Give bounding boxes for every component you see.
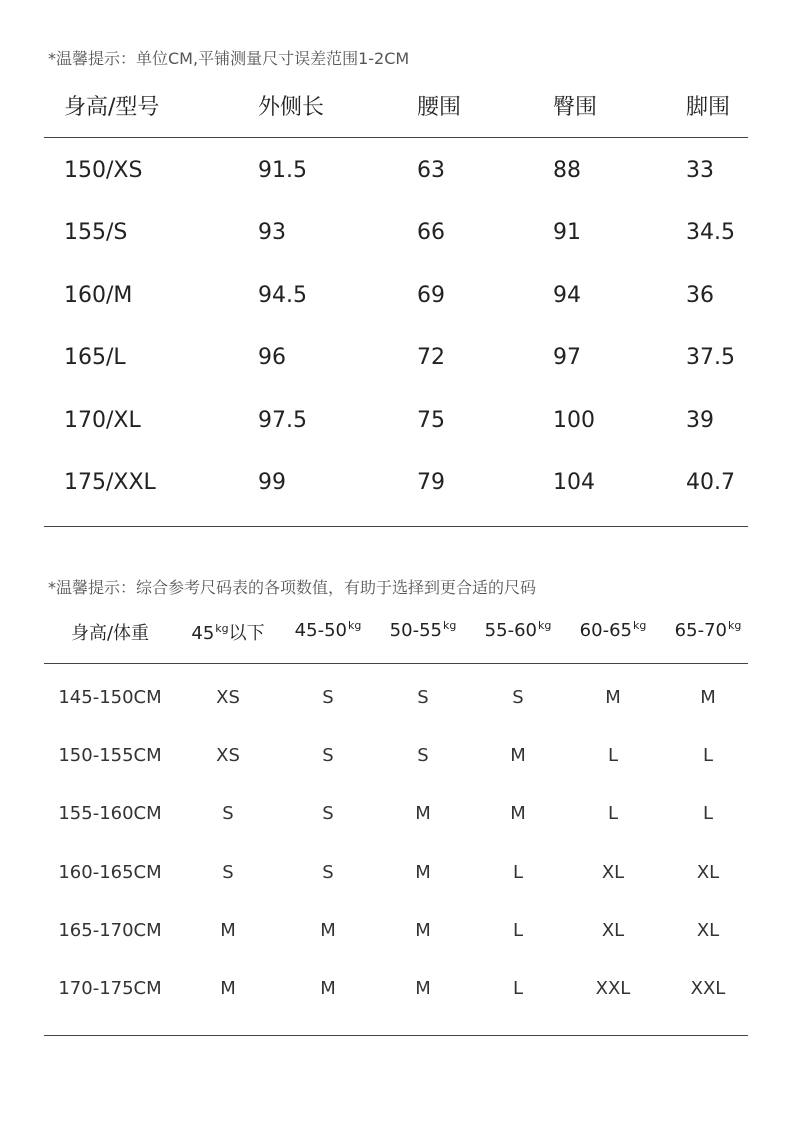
header-text: 55-60 (484, 620, 537, 641)
column-header: 腰围 (417, 95, 462, 120)
header-text: 45-50 (294, 620, 347, 641)
table-cell: 91.5 (258, 158, 307, 183)
table-cell: XS (216, 687, 240, 708)
row-label: 175/XXL (64, 470, 156, 495)
header-text: 65-70 (674, 620, 727, 641)
table-cell: XL (696, 920, 720, 941)
table-cell: 96 (258, 345, 286, 370)
table-cell: M (415, 862, 431, 883)
column-header (485, 619, 552, 641)
table-cell: 37.5 (686, 345, 735, 370)
table-cell: 40.7 (686, 470, 735, 495)
row-label: 165-170CM (58, 920, 162, 941)
table-cell: 93 (258, 220, 286, 245)
table-bottom-divider (44, 1035, 748, 1036)
column-header: 外侧长 (258, 95, 325, 120)
table-cell: 99 (258, 470, 286, 495)
table-cell: M (320, 920, 336, 941)
row-label: 155-160CM (58, 803, 162, 824)
unit-label: kg (442, 619, 457, 632)
column-header (675, 619, 742, 641)
column-header: 脚围 (686, 95, 731, 120)
table-header-divider (44, 137, 748, 138)
table-cell: L (512, 920, 524, 941)
table-cell: M (510, 803, 526, 824)
table-cell: 97.5 (258, 408, 307, 433)
row-label: 160-165CM (58, 862, 162, 883)
table-bottom-divider (44, 526, 748, 527)
unit-label: kg (215, 622, 229, 635)
table-cell: L (512, 862, 524, 883)
table-cell: M (415, 978, 431, 999)
row-label: 160/M (64, 283, 133, 308)
column-header: 身高/型号 (64, 95, 160, 120)
table-cell: 94 (553, 283, 581, 308)
table-cell: S (417, 745, 429, 766)
column-header (580, 619, 647, 641)
reference-note: *温馨提示：综合参考尺码表的各项数值，有助于选择到更合适的尺码 (48, 578, 537, 597)
table-cell: 79 (417, 470, 445, 495)
table-cell: 75 (417, 408, 445, 433)
column-header (390, 619, 457, 641)
table-cell: 36 (686, 283, 714, 308)
header-suffix: 以下 (228, 623, 265, 644)
row-label: 145-150CM (58, 687, 162, 708)
table-cell: M (220, 978, 236, 999)
table-cell: L (607, 803, 619, 824)
row-label: 165/L (64, 345, 126, 370)
table-cell: S (222, 803, 234, 824)
header-text: 50-55 (389, 620, 442, 641)
table-cell: 94.5 (258, 283, 307, 308)
table-cell: S (222, 862, 234, 883)
table-cell: 66 (417, 220, 445, 245)
table-cell: XS (216, 745, 240, 766)
row-label: 170/XL (64, 408, 141, 433)
table-cell: S (322, 687, 334, 708)
table-cell: S (322, 862, 334, 883)
table-cell: XXL (690, 978, 726, 999)
row-label: 170-175CM (58, 978, 162, 999)
unit-label: kg (727, 619, 742, 632)
table-cell: M (415, 803, 431, 824)
table-cell: 63 (417, 158, 445, 183)
table-cell: 97 (553, 345, 581, 370)
table-cell: 100 (553, 408, 595, 433)
unit-label: kg (537, 619, 552, 632)
table-cell: XL (696, 862, 720, 883)
table-cell: L (702, 745, 714, 766)
table-cell: M (510, 745, 526, 766)
column-header (191, 619, 264, 645)
table-cell: M (605, 687, 621, 708)
column-header: 臀围 (553, 95, 598, 120)
header-text: 身高/体重 (70, 623, 150, 644)
table-cell: 72 (417, 345, 445, 370)
table-cell: L (512, 978, 524, 999)
table-header-divider (44, 663, 748, 664)
table-cell: S (322, 803, 334, 824)
table-cell: 33 (686, 158, 714, 183)
unit-label: kg (632, 619, 647, 632)
table-cell: L (702, 803, 714, 824)
table-cell: 91 (553, 220, 581, 245)
unit-label: kg (347, 619, 362, 632)
header-text: 45 (191, 623, 215, 644)
row-label: 150/XS (64, 158, 143, 183)
table-cell: 39 (686, 408, 714, 433)
table-cell: 34.5 (686, 220, 735, 245)
table-cell: M (415, 920, 431, 941)
table-cell: XL (601, 862, 625, 883)
table-cell: M (700, 687, 716, 708)
column-header (71, 619, 149, 645)
table-cell: 104 (553, 470, 595, 495)
table-cell: XL (601, 920, 625, 941)
table-cell: S (417, 687, 429, 708)
row-label: 155/S (64, 220, 128, 245)
row-label: 150-155CM (58, 745, 162, 766)
table-cell: M (320, 978, 336, 999)
table-cell: 69 (417, 283, 445, 308)
column-header (295, 619, 362, 641)
table-cell: M (220, 920, 236, 941)
size-note: *温馨提示：单位CM,平铺测量尺寸误差范围1-2CM (48, 49, 410, 68)
header-text: 60-65 (579, 620, 632, 641)
table-cell: 88 (553, 158, 581, 183)
table-cell: L (607, 745, 619, 766)
table-cell: S (512, 687, 524, 708)
table-cell: S (322, 745, 334, 766)
table-cell: XXL (595, 978, 631, 999)
